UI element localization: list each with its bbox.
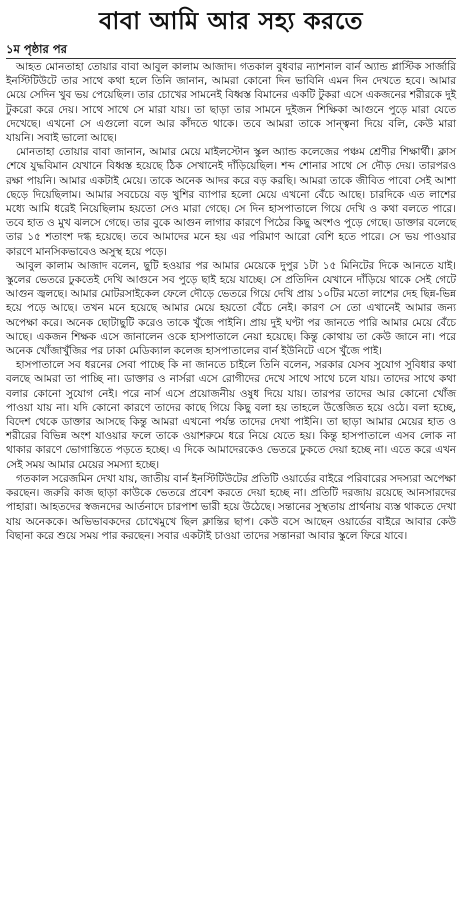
divider <box>6 58 456 59</box>
paragraph: মোনতাহা তোয়ার বাবা জানান, আমার মেয়ে মাইলস্টোন স্কুল অ্যান্ড কলেজের পঞ্চম শ্রেণীর শিক্ষার্থী। ক্লাস শেষে যুদ্ধবিমান যেখানে বিধ্বস্ত হয়েছে ঠিক সেখানেই দাঁড়িয়েছিল। শব্দ শোনার সাথে সে দৌড় দেয়। তারপরও রক্ষা পায়নি। আমার একটাই মেয়ে। তাকে অনেক আদর করে বড় করছি। আমরা তাকে জীবিত পাবো সেই আশা ছেড়ে দিয়েছিলাম। আমার সবচেয়ে বড় খুশির ব্যাপার হলো মেয়ে এখনো বেঁচে আছে। চারদিকে এত লাশের মধ্যে আমি ধরেই নিয়েছিলাম হয়তো সেও মারা গেছে। সে দিন হাসপাতালে গিয়ে দেখি ও কথা বলতে পারে। তবে হাত ও মুখ ঝলসে গেছে। তার বুকে আগুন লাগার কারণে পিঠের কিছু অংশও পুড়ে গেছে। ডাক্তার বলেছে তার ১৫ শতাংশ দগ্ধ হয়েছে। তবে আমাদের মনে হয় এর পরিমাণ আরো বেশি হতে পারে। সে ভয় পাওয়ার কারণে মানসিকভাবেও অসুস্থ হয়ে পড়ে। <box>6 146 456 258</box>
paragraph: আবুল কালাম আজাদ বলেন, ছুটি হওয়ার পর আমার মেয়েকে দুপুর ১টা ১৫ মিনিটের দিকে আনতে যাই। স্কুলের ভেতরে ঢুকতেই দেখি আগুনে সব পুড়ে ছাই হয়ে যাচ্ছে। সে প্রতিদিন যেখানে দাঁড়িয়ে থাকে সেই গেটে আগুন জ্বলছে। আমার মোটরসাইকেল ফেলে দৌড়ে ভেতরে গিয়ে দেখি প্রায় ১০টির মতো লাশের দেহ ছিন্ন-ভিন্ন হয়ে পড়ে আছে। তখন মনে হয়েছে আমার মেয়ে হয়তো বেঁচে নেই। কারণ সে তো এখানেই আমার জন্য অপেক্ষা করে। অনেক ছোটাছুটি করেও তাকে খুঁজে পাইনি। প্রায় দুই ঘণ্টা পর জানতে পারি আমার মেয়ে বেঁচে আছে। একজন শিক্ষক এসে জানালেন ওকে হাসপাতালে নেয়া হয়েছে। কিন্তু কোথায় তা কেউ জানে না। পরে অনেক খোঁজাখুঁজির পর ঢাকা মেডিক্যাল কলেজ হাসপাতালের বার্ন ইউনিটে এসে খুঁজে পাই। <box>6 259 456 358</box>
paragraph: আহত মোনতাহা তোয়ার বাবা আবুল কালাম আজাদ। গতকাল বুধবার ন্যাশনাল বার্ন অ্যান্ড প্লাস্টিক সার্জারি ইনস্টিটিউটে তার সাথে কথা হলে তিনি জানান, আমরা কোনো দিন ভাবিনি এমন দিন দেখতে হবে। আমার মেয়ে সেদিন খুব ভয় পেয়েছিল। তার চোখের সামনেই বিধ্বস্ত বিমানের একটি টুকরা এসে একজনের শরীরকে দুই টুকরো করে দেয়। সাথে সাথে সে মারা যায়। তা ছাড়া তার সামনে দুইজন শিক্ষিকা আগুনে পুড়ে মারা যেতে দেখেছে। এখনো সে এগুলো বলে আর কাঁদতে থাকে। তবে আমরা তাকে সান্ত্বনা দিয়ে বলি, কেউ মারা যায়নি। সবাই ভালো আছে। <box>6 61 456 145</box>
headline: বাবা আমি আর সহ্য করতে <box>98 7 363 35</box>
paragraph: গতকাল সরেজমিন দেখা যায়, জাতীয় বার্ন ইনস্টিটিউটের প্রতিটি ওয়ার্ডের বাইরে পরিবারের সদস্যরা অপেক্ষা করছেন। জরুরি কাজ ছাড়া কাউকে ভেতরে প্রবেশ করতে দেয়া হচ্ছে না। প্রতিটি দরজায় রয়েছে আনসারদের পাহারা। আহতদের স্বজনদের আর্তনাদে চারপাশ ভারী হয়ে উঠেছে। সন্তানের সুস্থতায় প্রার্থনায় ব্যস্ত থাকতে দেখা যায় অনেককে। অভিভাবকদের চোখেমুখে ছিল ক্লান্তির ছাপ। কেউ বসে আছেন ওয়ার্ডের বাইরে আবার কেউ বিছানা করে শুয়ে সময় পার করছেন। সবার একটাই চাওয়া তাদের সন্তানরা আবার স্কুলে ফিরে যাবে। <box>6 472 456 542</box>
paragraph: হাসপাতালে সব ধরনের সেবা পাচ্ছে কি না জানতে চাইলে তিনি বলেন, সরকার যেসব সুযোগ সুবিধার কথা বলছে আমরা তা পাচ্ছি না। ডাক্তার ও নার্সরা এসে রোগীদের দেখে সাথে সাথে চলে যায়। তাদের সাথে কথা বলার কোনো সুযোগ নেই। পরে নার্স এসে প্রয়োজনীয় ওষুধ দিয়ে যায়। তারপর তাদের আর কোনো খোঁজ পাওয়া যায় না। যদি কোনো কারণে তাদের কাছে গিয়ে কিছু বলা হয় তাহলে উত্তেজিত হয়ে ওঠে। বলা হচ্ছে, বিদেশ থেকে ডাক্তার আসছে কিন্তু আমরা এখনো পর্যন্ত তাদের দেখা পাইনি। তা ছাড়া আমার মেয়ের হাত ও শরীরের বিভিন্ন অংশ যাওয়ার ফলে তাকে ওয়াশরুমে ধরে নিয়ে যেতে হয়। কিন্তু হাসপাতালে এসব লোক না থাকার কারণে ভোগান্তিতে পড়তে হচ্ছে। এ দিকে আমাদেরকেও ভেতরে ঢুকতে দেয়া হচ্ছে না। এতে করে এখন সেই সময় আমার মেয়ের সমস্যা হচ্ছে। <box>6 359 456 471</box>
continuation-label: ১ম পৃষ্ঠার পর <box>6 42 67 56</box>
article-body <box>6 60 456 543</box>
